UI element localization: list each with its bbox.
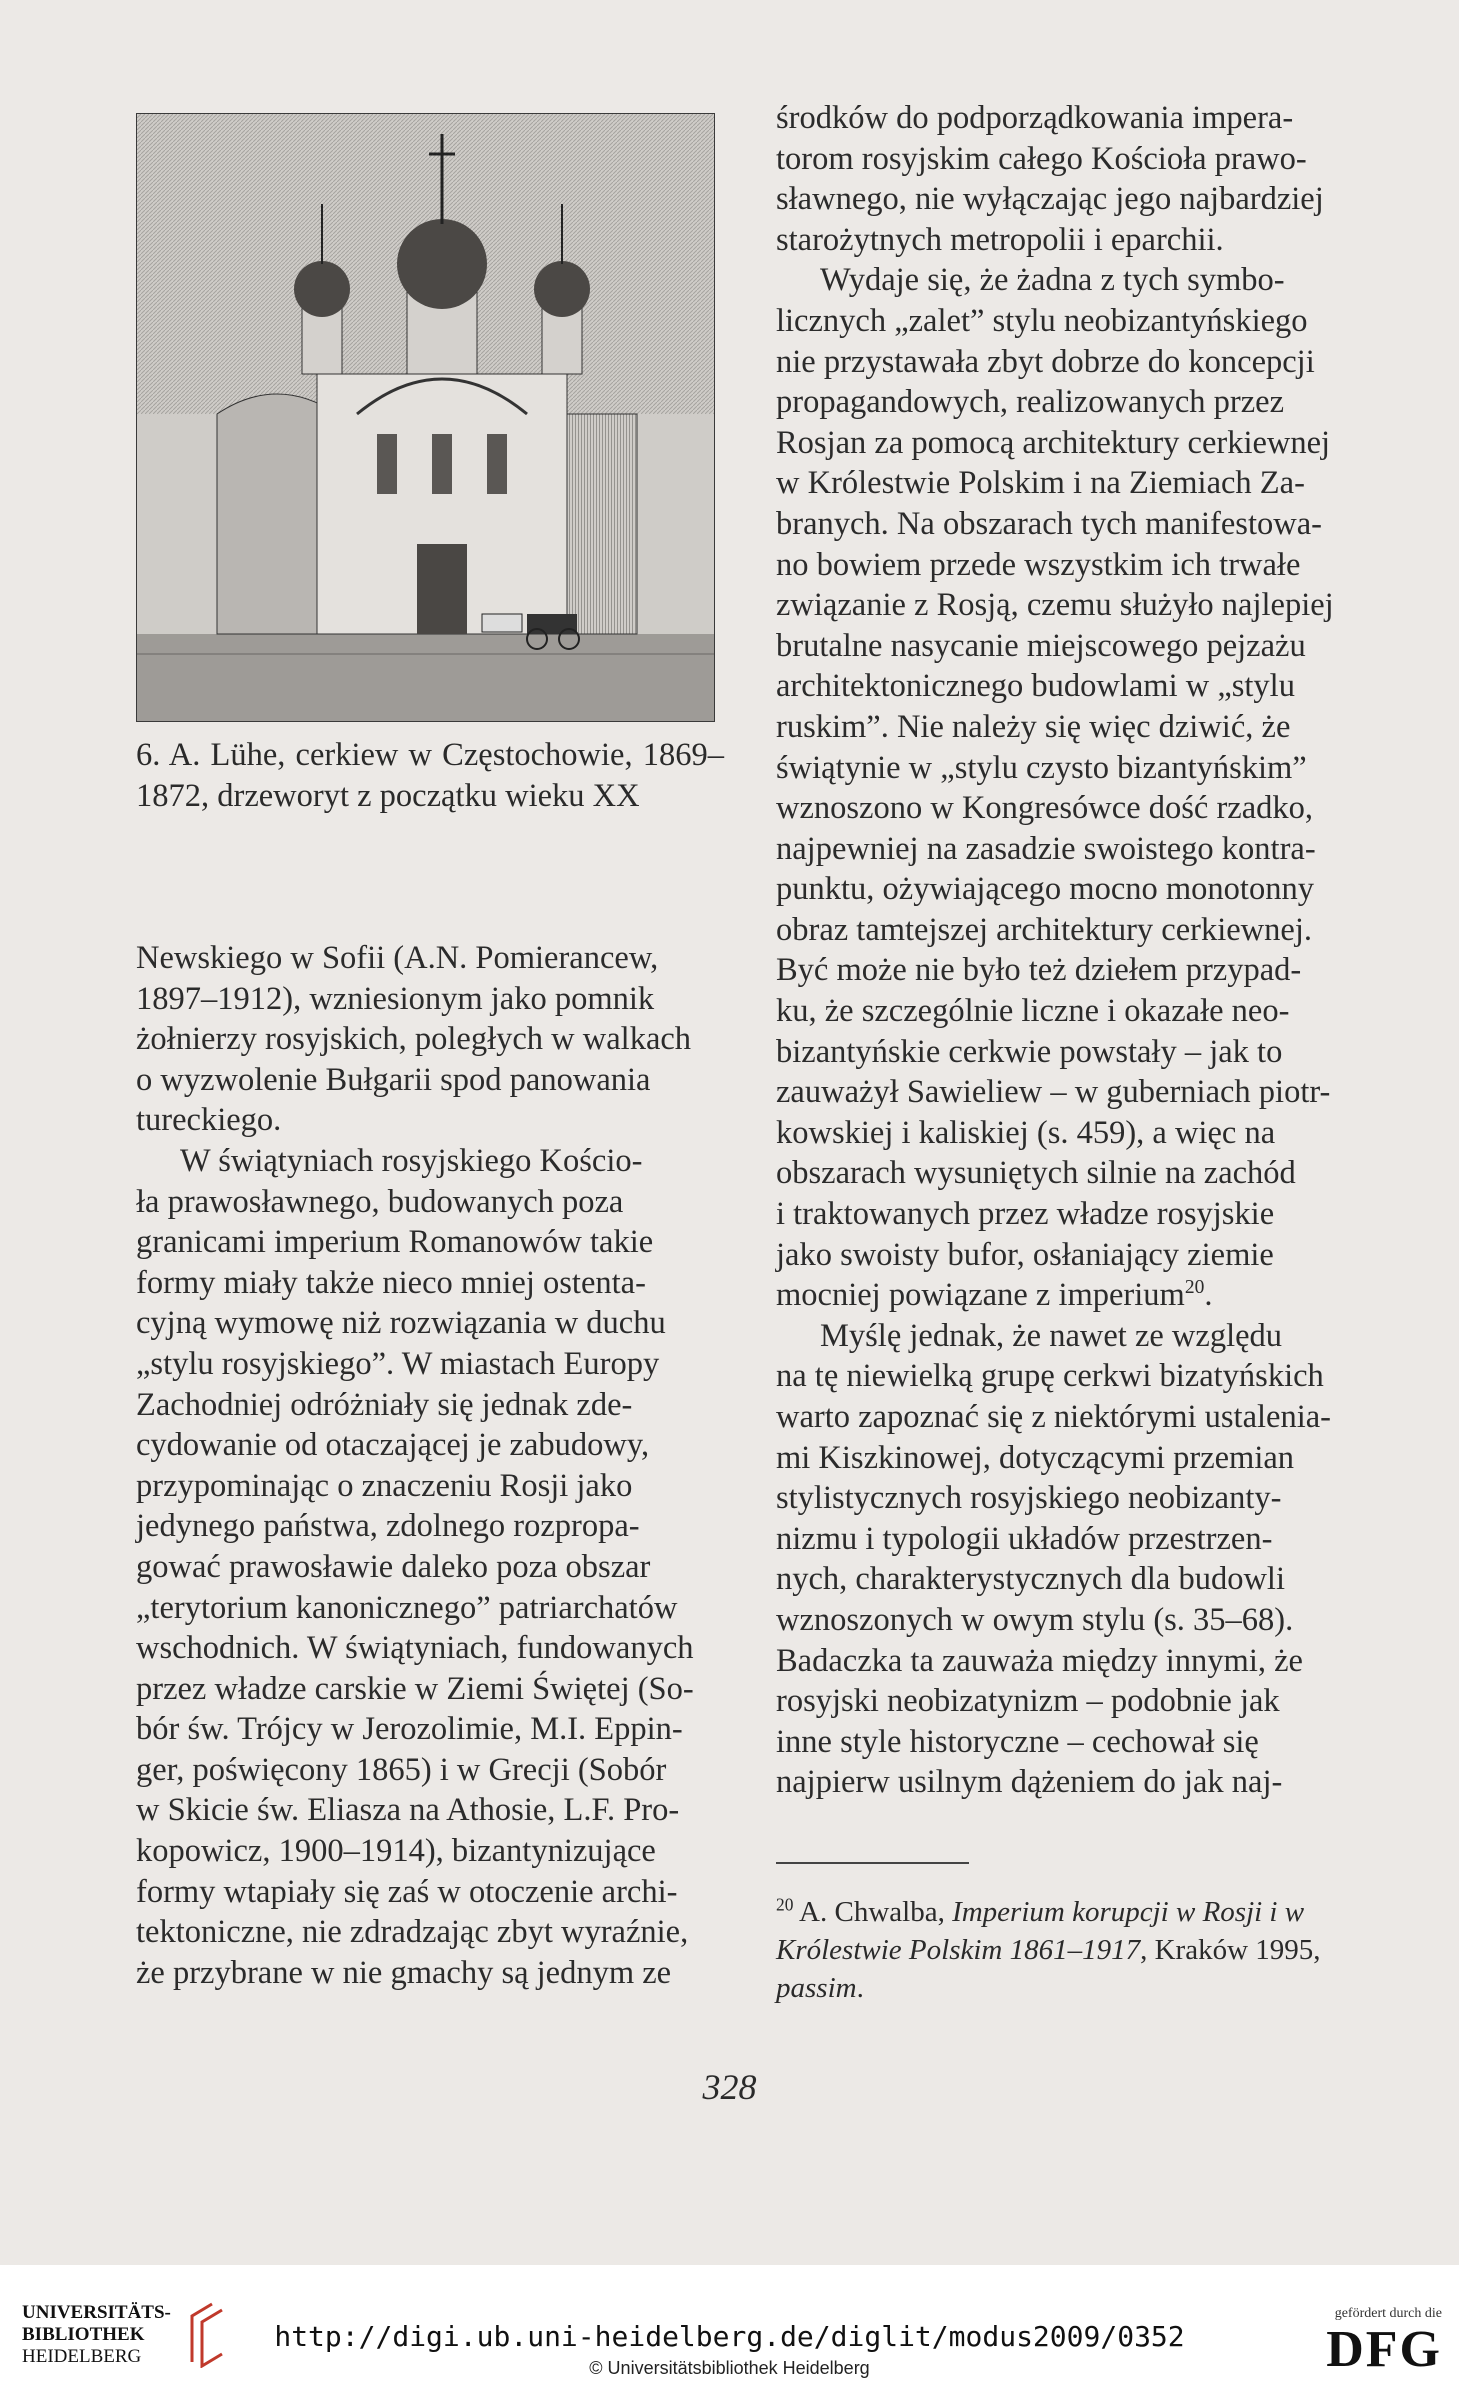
text-line: stylistycznych rosyjskiego neobizanty- bbox=[776, 1480, 1282, 1517]
figure-caption: 6. A. Lühe, cerkiew w Częstochowie, 1869–1872, drzeworyt z początku wieku XX bbox=[136, 737, 724, 814]
text-line: 1897–1912), wzniesionym jako pomnik bbox=[136, 980, 655, 1017]
text-line: Badaczka ta zauważa między innymi, że bbox=[776, 1642, 1303, 1679]
text-line: że przybrane w nie gmachy są jednym ze bbox=[136, 1954, 672, 1991]
text-line: jako swoisty bufor, osłaniający ziemie bbox=[776, 1236, 1274, 1273]
text-line: Wydaje się, że żadna z tych symbo- bbox=[820, 262, 1285, 299]
text-line: formy wtapiały się zaś w otoczenie archi- bbox=[136, 1873, 678, 1910]
church-woodcut-illustration bbox=[136, 113, 715, 722]
text-line: inne style historyczne – cechował się bbox=[776, 1723, 1259, 1760]
text-line: cyjną wymowę niż rozwiązania w duchu bbox=[136, 1305, 666, 1342]
text-line: Zachodniej odróżniały się jednak zde- bbox=[136, 1386, 633, 1423]
left-text-column bbox=[136, 938, 724, 1993]
text-line: wznoszono w Kongresówce dość rzadko, bbox=[776, 790, 1313, 827]
text-line: ger, poświęcony 1865) i w Grecji (Sobór bbox=[136, 1751, 667, 1788]
text-line: na tę niewielką grupę cerkwi bizatyńskich bbox=[776, 1358, 1324, 1395]
text-line: no bowiem przede wszystkim ich trwałe bbox=[776, 546, 1301, 583]
text-line: Być może nie było też dziełem przypad- bbox=[776, 952, 1302, 989]
text-line: kowskiej i kaliskiej (s. 459), a więc na bbox=[776, 1114, 1276, 1151]
text-line: mi Kiszkinowej, dotyczącymi przemian bbox=[776, 1439, 1295, 1476]
footnote-reference: 20 bbox=[1184, 1277, 1205, 1299]
footnote-place: , Kraków 1995, bbox=[1140, 1934, 1321, 1966]
text-line: najpewniej na zasadzie swoistego kontra- bbox=[776, 830, 1316, 867]
text-line: środków do podporządkowania impera- bbox=[776, 100, 1294, 136]
text-line: punktu, ożywiającego mocno monotonny bbox=[776, 871, 1314, 908]
text-line: związanie z Rosją, czemu służyło najlepiej bbox=[776, 587, 1334, 624]
text-line: branych. Na obszarach tych manifestowa- bbox=[776, 505, 1322, 542]
text-line: cydowanie od otaczającej je zabudowy, bbox=[136, 1427, 650, 1464]
text-line: ku, że szczególnie liczne i okazałe neo- bbox=[776, 993, 1290, 1030]
text-line: obraz tamtejszej architektury cerkiewnej. bbox=[776, 911, 1312, 948]
footnote-passim: passim bbox=[776, 1972, 857, 2004]
text-line: architektonicznego budowlami w „stylu bbox=[776, 668, 1295, 705]
footnote bbox=[776, 1893, 1358, 2007]
text-line: „terytorium kanonicznego” patriarchatów bbox=[136, 1589, 678, 1626]
page-number: 328 bbox=[702, 2067, 757, 2107]
text-line-with-note: mocniej powiązane z imperium$^{20}$. bbox=[776, 1277, 1213, 1314]
text-line: tektoniczne, nie zdradzając zbyt wyraźnie, bbox=[136, 1914, 689, 1951]
text-line: wschodnich. W świątyniach, fundowanych bbox=[136, 1630, 694, 1667]
text-line: torom rosyjskim całego Kościoła prawo- bbox=[776, 140, 1307, 177]
text-line: wznoszonych w owym stylu (s. 35–68). bbox=[776, 1601, 1294, 1638]
text-line: w Skicie św. Eliasza na Athosie, L.F. Pro- bbox=[136, 1792, 680, 1829]
text-line: mocniej powiązane z imperium bbox=[776, 1277, 1185, 1314]
text-line: formy miały także nieco mniej ostenta- bbox=[136, 1264, 646, 1301]
text-line: bizantyńskie cerkwie powstały – jak to bbox=[776, 1033, 1283, 1070]
funder-name: DFG bbox=[1326, 2321, 1442, 2378]
text-line: propagandowych, realizowanych przez bbox=[776, 384, 1285, 421]
text-line: obszarach wysuniętych silnie na zachód bbox=[776, 1155, 1296, 1192]
text-line: ła prawosławnego, budowanych poza bbox=[136, 1183, 624, 1220]
text-line: kopowicz, 1900–1914), bizantynizujące bbox=[136, 1833, 656, 1870]
text-line: rosyjski neobizatynizm – podobnie jak bbox=[776, 1683, 1280, 1720]
permalink-url[interactable]: http://digi.ub.uni-heidelberg.de/diglit/modus2009/0352 bbox=[274, 2320, 1185, 2353]
right-text-column bbox=[776, 98, 1358, 1803]
text-line: nych, charakterystycznych dla budowli bbox=[776, 1561, 1285, 1598]
text-line: brutalne nasycanie miejscowego pejzażu bbox=[776, 627, 1306, 664]
text-line: warto zapoznać się z niektórymi ustalenia- bbox=[776, 1399, 1331, 1435]
text-line: przez władze carskie w Ziemi Świętej (So- bbox=[136, 1670, 694, 1707]
text-line: Newskiego w Sofii (A.N. Pomierancew, bbox=[136, 940, 659, 976]
text-line: „stylu rosyjskiego”. W miastach Europy bbox=[136, 1345, 660, 1382]
text-line: zauważył Sawieliew – w guberniach piotr- bbox=[776, 1074, 1331, 1111]
text-line: jedynego państwa, zdolnego rozpropa- bbox=[136, 1508, 640, 1545]
copyright-notice: © Universitätsbibliothek Heidelberg bbox=[589, 2358, 870, 2378]
text-line: nizmu i typologii układów przestrzen- bbox=[776, 1520, 1273, 1557]
text-line: o wyzwolenie Bułgarii spod panowania bbox=[136, 1061, 651, 1098]
library-line: BIBLIOTHEK bbox=[22, 2324, 145, 2345]
text-line: żołnierzy rosyjskich, poległych w walkach bbox=[136, 1021, 692, 1058]
text-line: Rosjan za pomocą architektury cerkiewnej bbox=[776, 424, 1331, 461]
library-line: UNIVERSITÄTS- bbox=[22, 2302, 171, 2323]
text-line: W świątyniach rosyjskiego Kościo- bbox=[180, 1142, 643, 1179]
footnote-author: A. Chwalba, bbox=[793, 1896, 953, 1928]
text-line: i traktowanych przez władze rosyjskie bbox=[776, 1196, 1275, 1233]
footnote-end: . bbox=[856, 1972, 864, 2004]
text-line: przypominając o znaczeniu Rosji jako bbox=[136, 1467, 633, 1504]
funder-logo bbox=[1296, 2306, 1442, 2378]
text-line: licznych „zalet” stylu neobizantyńskiego bbox=[776, 302, 1308, 339]
text-line: starożytnych metropolii i eparchii. bbox=[776, 221, 1224, 258]
text-line: tureckiego. bbox=[136, 1102, 282, 1139]
text-line: Myślę jednak, że nawet ze względu bbox=[820, 1317, 1283, 1354]
footnote-number: 20 bbox=[776, 1894, 794, 1915]
footnote-divider bbox=[776, 1862, 969, 1864]
text-line: świątynie w „stylu czysto bizantyńskim” bbox=[776, 749, 1307, 786]
funder-caption: gefördert durch die bbox=[1334, 2306, 1442, 2321]
text-line: gować prawosławie daleko poza obszar bbox=[136, 1548, 651, 1585]
footnote-title: Imperium korupcji w Rosji i w Królestwie Polskim 1861–1917 bbox=[776, 1896, 1305, 1966]
text-line: ruskim”. Nie należy się więc dziwić, że bbox=[776, 708, 1291, 745]
text-line: w Królestwie Polskim i na Ziemiach Za- bbox=[776, 465, 1305, 502]
library-line: HEIDELBERG bbox=[22, 2346, 142, 2367]
text-line: sławnego, nie wyłączając jego najbardziej bbox=[776, 181, 1324, 218]
text-line: bór św. Trójcy w Jerozolimie, M.I. Eppin- bbox=[136, 1711, 683, 1748]
text-line: nie przystawała zbyt dobrze do koncepcji bbox=[776, 343, 1315, 380]
text-line: najpierw usilnym dążeniem do jak naj- bbox=[776, 1764, 1283, 1801]
text-line: granicami imperium Romanowów takie bbox=[136, 1224, 654, 1261]
